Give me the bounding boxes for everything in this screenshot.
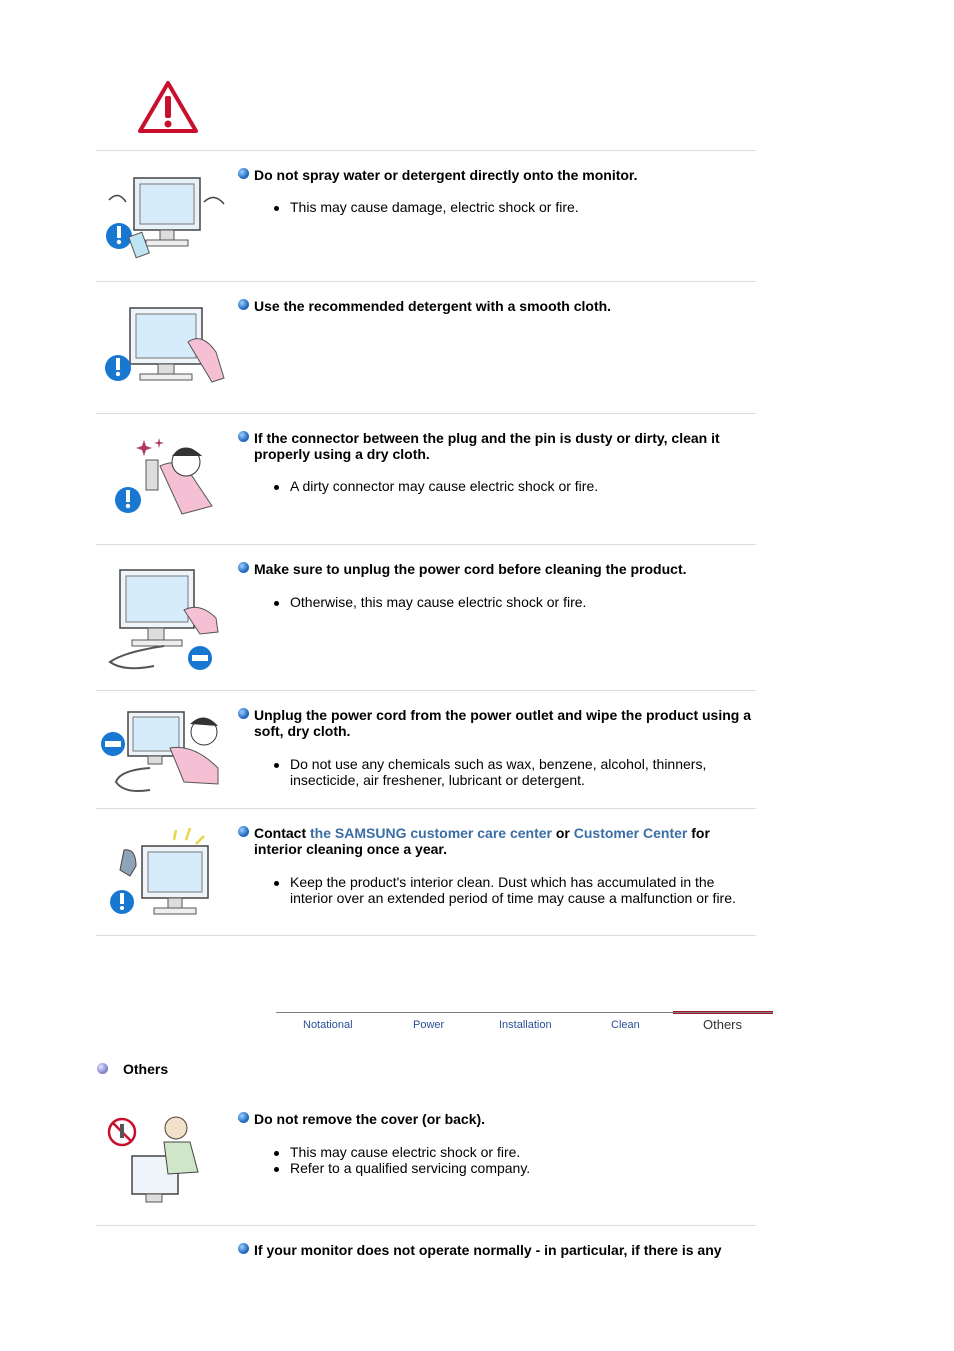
- samsung-care-center-link[interactable]: the SAMSUNG customer care center: [310, 825, 552, 841]
- item-title: Contact the SAMSUNG customer care center or Customer Center for interior cleaning once a year.: [238, 825, 758, 857]
- monitor-spray-illustration: [104, 172, 230, 262]
- item-notes: [272, 756, 752, 788]
- tab-installation[interactable]: Installation: [499, 1019, 552, 1031]
- blue-bullet-icon: [238, 168, 249, 179]
- item-notes: [272, 199, 752, 215]
- tab-notational[interactable]: Notational: [303, 1019, 353, 1031]
- service-center-illustration: [106, 826, 212, 918]
- item-title: Unplug the power cord from the power outlet and wipe the product using a soft, dry cloth.: [238, 707, 758, 739]
- tab-power[interactable]: Power: [413, 1019, 445, 1031]
- note: A dirty connector may cause electric shock or fire.: [272, 478, 752, 494]
- divider: [96, 150, 756, 151]
- note: This may cause electric shock or fire.: [272, 1144, 752, 1160]
- item-title: Do not spray water or detergent directly onto the monitor.: [238, 167, 758, 183]
- item-notes: [272, 594, 752, 610]
- unplug-wipe-illustration: [100, 708, 220, 798]
- note: Keep the product's interior clean. Dust which has accumulated in the interior over an extended period of time may cause a malfunction or fire.: [272, 874, 752, 906]
- connector-cleaning-illustration: [112, 436, 218, 518]
- purple-bullet-icon: [97, 1063, 108, 1074]
- item-notes: [272, 1144, 752, 1176]
- divider: [96, 281, 756, 282]
- blue-bullet-icon: [238, 708, 249, 719]
- customer-center-link[interactable]: Customer Center: [573, 825, 688, 841]
- item-notes: [272, 874, 752, 906]
- blue-bullet-icon: [238, 431, 249, 442]
- item-notes: [272, 478, 752, 494]
- blue-bullet-icon: [238, 1243, 249, 1254]
- blue-bullet-icon: [238, 562, 249, 573]
- note: Refer to a qualified servicing company.: [272, 1160, 752, 1176]
- divider: [96, 544, 756, 545]
- blue-bullet-icon: [238, 826, 249, 837]
- note: Otherwise, this may cause electric shock or fire.: [272, 594, 752, 610]
- divider: [96, 1225, 756, 1226]
- divider: [96, 690, 756, 691]
- blue-bullet-icon: [238, 1112, 249, 1123]
- unplug-clean-illustration: [104, 562, 224, 676]
- item-title: If the connector between the plug and the pin is dusty or dirty, clean it properly using a dry cloth.: [238, 430, 758, 462]
- divider: [96, 935, 756, 936]
- warning-triangle-icon: [137, 80, 199, 134]
- blue-bullet-icon: [238, 299, 249, 310]
- item-title: Make sure to unplug the power cord before cleaning the product.: [238, 561, 758, 577]
- section-heading: Others: [97, 1061, 168, 1077]
- monitor-wipe-illustration: [104, 302, 228, 390]
- note: This may cause damage, electric shock or fire.: [272, 199, 752, 215]
- note: Do not use any chemicals such as wax, benzene, alcohol, thinners, insecticide, air freshener, lubricant or detergent.: [272, 756, 752, 788]
- item-title: Use the recommended detergent with a smooth cloth.: [238, 298, 758, 314]
- tab-others[interactable]: Others: [703, 1017, 743, 1032]
- divider: [96, 808, 756, 809]
- item-title: If your monitor does not operate normally - in particular, if there is any: [238, 1242, 758, 1258]
- no-disassembly-illustration: [106, 1112, 206, 1208]
- section-tabs: [276, 1012, 773, 1037]
- item-title: Do not remove the cover (or back).: [238, 1111, 758, 1127]
- divider: [96, 413, 756, 414]
- tab-clean[interactable]: Clean: [611, 1019, 640, 1031]
